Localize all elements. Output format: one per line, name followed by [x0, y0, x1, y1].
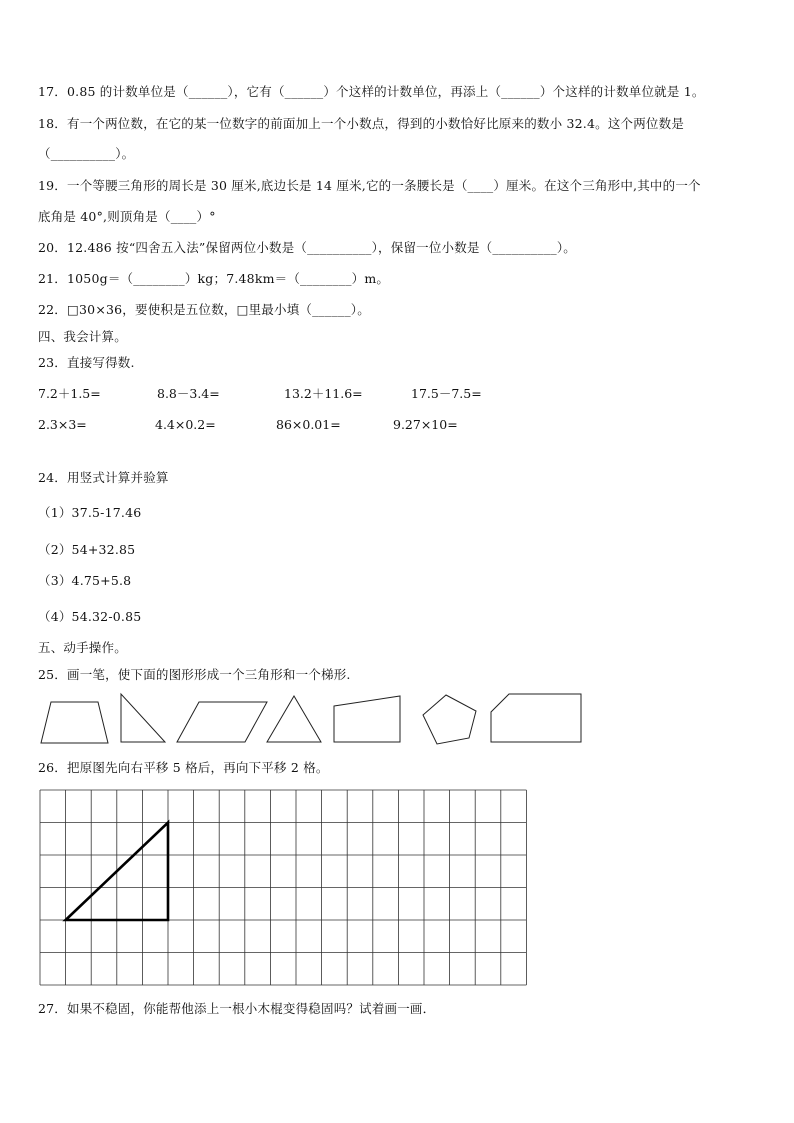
question-25: 25．画一笔，使下面的图形形成一个三角形和一个梯形.	[38, 667, 351, 682]
pentagon-shape[interactable]	[423, 695, 476, 744]
quadrilateral-shape[interactable]	[334, 696, 400, 742]
parallelogram-shape[interactable]	[177, 702, 267, 742]
question-18-line1: 18．有一个两位数，在它的某一位数字的前面加上一个小数点，得到的小数恰好比原来的数小 32.4。这个两位数是	[38, 116, 685, 131]
square-grid[interactable]	[0, 785, 560, 990]
question-18-line2: （__________）。	[38, 146, 135, 161]
section-4-heading: 四、我会计算。	[38, 329, 127, 344]
section-5-heading: 五、动手操作。	[38, 640, 127, 655]
question-26: 26．把原图先向右平移 5 格后，再向下平移 2 格。	[38, 760, 329, 775]
vertical-calc-item: （1）37.5-17.46	[38, 505, 142, 520]
calc-item: 2.3×3=	[38, 417, 87, 432]
vertical-calc-item: （2）54+32.85	[38, 542, 136, 557]
vertical-calc-item: （3）4.75+5.8	[38, 573, 132, 588]
calc-item: 86×0.01=	[276, 417, 341, 432]
vertical-calc-item: （4）54.32-0.85	[38, 609, 142, 624]
trapezoid-shape[interactable]	[41, 702, 108, 743]
calc-item: 9.27×10=	[393, 417, 458, 432]
question-23: 23．直接写得数.	[38, 355, 135, 370]
calc-item: 13.2＋11.6=	[284, 386, 363, 401]
question-17: 17．0.85 的计数单位是（______），它有（______）个这样的计数单位，再添上（______）个这样的计数单位就是 1。	[38, 84, 705, 99]
question-21: 21．1050g＝（________）kg；7.48km＝（________）m。	[38, 271, 390, 286]
question-24: 24．用竖式计算并验算	[38, 470, 169, 485]
question-22: 22．□30×36，要使积是五位数，□里最小填（______）。	[38, 302, 370, 317]
calc-item: 4.4×0.2=	[155, 417, 216, 432]
calc-item: 7.2＋1.5=	[38, 386, 101, 401]
question-19-line2: 底角是 40°,则顶角是（____）°	[38, 209, 216, 224]
calc-item: 8.8－3.4=	[157, 386, 220, 401]
cut-corner-rectangle-shape[interactable]	[491, 694, 581, 742]
question-19-line1: 19．一个等腰三角形的周长是 30 厘米,底边长是 14 厘米,它的一条腰长是（____）厘米。在这个三角形中,其中的一个	[38, 178, 701, 193]
right-triangle-shape[interactable]	[121, 694, 165, 742]
question-27: 27．如果不稳固，你能帮他添上一根小木棍变得稳固吗？试着画一画．	[38, 1001, 436, 1016]
calc-item: 17.5－7.5=	[411, 386, 482, 401]
isosceles-triangle-shape[interactable]	[267, 696, 321, 742]
question-20: 20．12.486 按“四舍五入法”保留两位小数是（__________），保留一位小数是（__________）。	[38, 240, 576, 255]
shapes-row	[0, 685, 794, 755]
